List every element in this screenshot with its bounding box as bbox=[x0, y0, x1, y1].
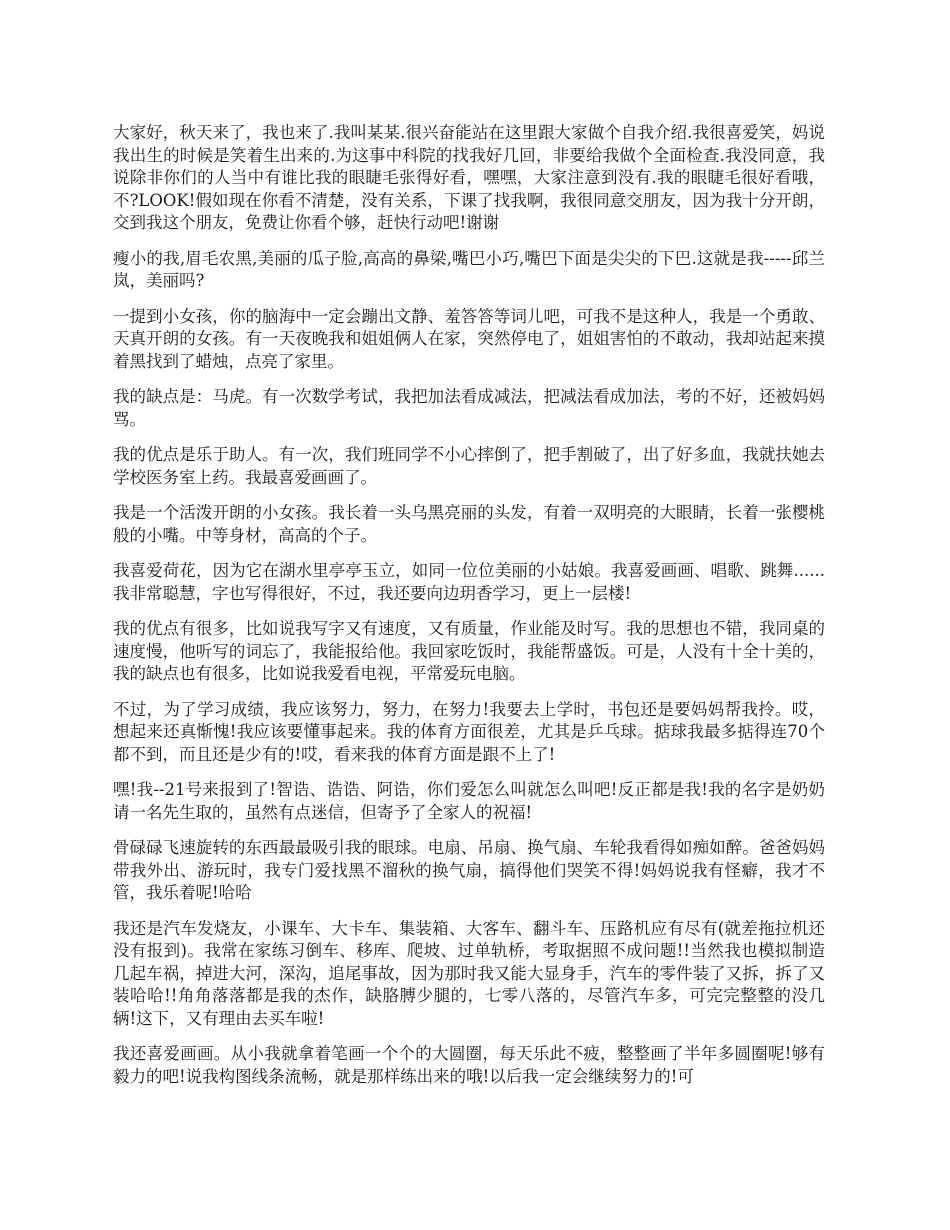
paragraph-9: 不过，为了学习成绩，我应该努力，努力，在努力!我要去上学时，书包还是要妈妈帮我拎。哎，想起来还真惭愧!我应该要懂事起来。我的体育方面很差，尤其是乒乓球。掂球我最多掂得连70个都不到，而且还是少有的!哎，看来我的体育方面是跟不上了! bbox=[113, 699, 825, 764]
paragraph-13: 我还喜爱画画。从小我就拿着笔画一个个的大圆圈，每天乐此不疲，整整画了半年多圆圈呢!够有毅力的吧!说我构图线条流畅，就是那样练出来的哦!以后我一定会继续努力的!可 bbox=[113, 1044, 825, 1086]
paragraph-6: 我是一个活泼开朗的小女孩。我长着一头乌黑亮丽的头发，有着一双明亮的大眼睛，长着一张樱桃般的小嘴。中等身材，高高的个子。 bbox=[113, 503, 825, 545]
paragraph-10: 嘿!我--21号来报到了!智诰、诰诰、阿诰，你们爱怎么叫就怎么叫吧!反正都是我!我的名字是奶奶请一名先生取的，虽然有点迷信，但寄予了全家人的祝福! bbox=[113, 780, 825, 822]
document-body bbox=[113, 122, 825, 1101]
paragraph-7: 我喜爱荷花，因为它在湖水里亭亭玉立，如同一位位美丽的小姑娘。我喜爱画画、唱歌、跳舞......我非常聪慧，字也写得很好，不过，我还要向边玥香学习，更上一层楼! bbox=[113, 561, 825, 603]
paragraph-4: 我的缺点是：马虎。有一次数学考试，我把加法看成减法，把减法看成加法，考的不好，还被妈妈骂。 bbox=[113, 387, 825, 429]
paragraph-2: 瘦小的我,眉毛农黑,美丽的瓜子脸,高高的鼻梁,嘴巴小巧,嘴巴下面是尖尖的下巴.这就是我-----邱兰岚，美丽吗? bbox=[113, 248, 825, 290]
paragraph-5: 我的优点是乐于助人。有一次，我们班同学不小心摔倒了，把手割破了，出了好多血，我就扶她去学校医务室上药。我最喜爱画画了。 bbox=[113, 445, 825, 487]
paragraph-11: 骨碌碌飞速旋转的东西最最吸引我的眼球。电扇、吊扇、换气扇、车轮我看得如痴如醉。爸爸妈妈带我外出、游玩时，我专门爱找黑不溜秋的换气扇，搞得他们哭笑不得!妈妈说我有怪癖，我才不管，我乐着呢!哈哈 bbox=[113, 838, 825, 902]
paragraph-8: 我的优点有很多，比如说我写字又有速度，又有质量，作业能及时写。我的思想也不错，我同桌的速度慢，他听写的词忘了，我能报给他。我回家吃饭时，我能帮盛饭。可是，人没有十全十美的，我的缺点也有很多，比如说我爱看电视，平常爱玩电脑。 bbox=[113, 619, 825, 683]
paragraph-1: 大家好，秋天来了，我也来了.我叫某某.很兴奋能站在这里跟大家做个自我介绍.我很喜爱笑，妈说我出生的时候是笑着生出来的.为这事中科院的找我好几回，非要给我做个全面检查.我没同意，我说除非你们的人当中有谁比我的眼睫毛张得好看，嘿嘿，大家注意到没有.我的眼睫毛很好看哦，不?LOOK!假如现在你看不清楚，没有关系，下课了找我啊，我很同意交朋友，因为我十分开朗，交到我这个朋友，免费让你看个够，赶快行动吧!谢谢 bbox=[113, 123, 825, 232]
paragraph-3: 一提到小女孩，你的脑海中一定会蹦出文静、羞答答等词儿吧，可我不是这种人，我是一个勇敢、天真开朗的女孩。有一天夜晚我和姐姐俩人在家，突然停电了，姐姐害怕的不敢动，我却站起来摸着黑找到了蜡烛，点亮了家里。 bbox=[113, 306, 825, 371]
paragraph-12: 我还是汽车发烧友，小课车、大卡车、集装箱、大客车、翻斗车、压路机应有尽有(就差拖拉机还没有报到)。我常在家练习倒车、移库、爬坡、过单轨桥，考取据照不成问题!!当然我也模拟制造几起车祸，掉进大河，深沟，追尾事故，因为那时我又能大显身手，汽车的零件装了又拆，拆了又装哈哈!!角角落落都是我的杰作，缺胳膊少腿的，七零八落的，尽管汽车多，可完完整整的没几辆!这下，又有理由去买车啦! bbox=[113, 918, 825, 1028]
